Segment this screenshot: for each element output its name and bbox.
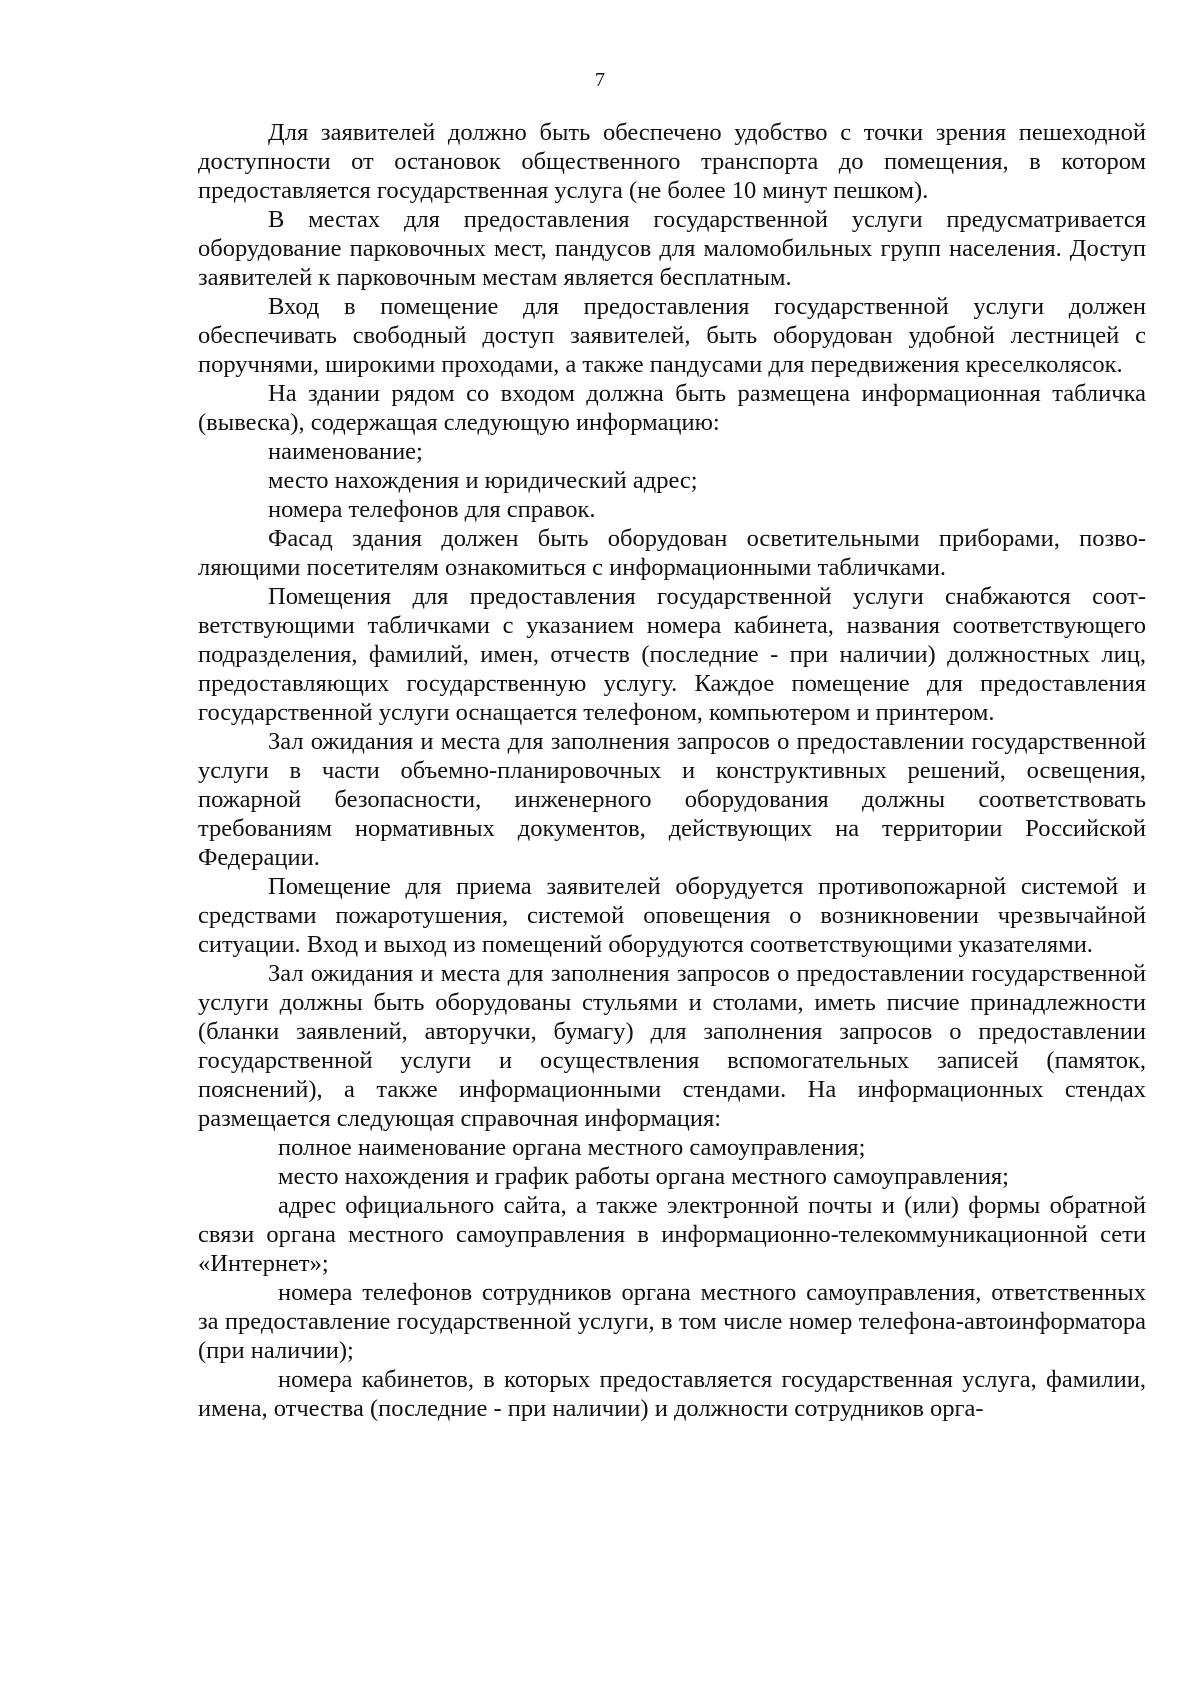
paragraph: Зал ожидания и места для заполнения запросов о предоставлении государственной услуги в части объемно-планировочных и конструктивных решений, освещения, пожарной безопасности, инженерного оборудования должны соответствовать требованиям нормативных документов, действующих на территории Российской Федерации. bbox=[198, 728, 1146, 871]
paragraph: Помещения для предоставления государственной услуги снабжаются соответствующими табличками с указанием номера кабинета, названия соответствующего подразделения, фамилий, имен, отчеств (последние - при наличии) должностных лиц, предоставляющих государственную услугу. Каждое помещение для предоставления государственной услуги оснащается телефоном, компьютером и принтером. bbox=[198, 583, 1146, 726]
list-item: номера телефонов для справок. bbox=[268, 496, 596, 523]
list-item: наименование; bbox=[268, 438, 423, 465]
paragraph: Помещение для приема заявителей оборудуется противопожарной системой и средствами пожаротушения, системой оповещения о возникновении чрезвычайной ситуации. Вход и выход из помещений оборудуются соответствующими указателями. bbox=[198, 873, 1146, 958]
paragraph: На здании рядом со входом должна быть размещена информационная табличка (вывеска), содержащая следующую информацию: bbox=[198, 380, 1146, 436]
paragraph: Фасад здания должен быть оборудован осветительными приборами, позволяющими посетителям ознакомиться с информационными табличками. bbox=[198, 525, 1146, 581]
list-item: адрес официального сайта, а также электронной почты и (или) формы обратной связи органа местного самоуправления в информационно-телекоммуникационной сети «Интернет»; bbox=[198, 1192, 1146, 1277]
document-body bbox=[198, 118, 1146, 1423]
list-item: номера кабинетов, в которых предоставляется государственная услуга, фамилии, имена, отчества (последние - при наличии) и должности сотрудников орга- bbox=[198, 1366, 1146, 1422]
list-item: номера телефонов сотрудников органа местного самоуправления, ответственных за предоставление государственной услуги, в том числе номер телефона-автоинформатора (при наличии); bbox=[198, 1279, 1146, 1364]
list-item: место нахождения и график работы органа местного самоуправления; bbox=[278, 1163, 1009, 1190]
paragraph: Для заявителей должно быть обеспечено удобство с точки зрения пешеходной доступности от остановок общественного транспорта до помещения, в котором предоставляется государственная услуга (не более 10 минут пешком). bbox=[198, 119, 1146, 204]
list-item: место нахождения и юридический адрес; bbox=[268, 467, 698, 494]
paragraph: В местах для предоставления государственной услуги предусматривается оборудование парковочных мест, пандусов для маломобильных групп населения. Доступ заявителей к парковочным местам является бесплатным. bbox=[198, 206, 1146, 291]
page-number: 7 bbox=[595, 69, 605, 91]
paragraph: Зал ожидания и места для заполнения запросов о предоставлении государственной услуги должны быть оборудованы стульями и столами, иметь писчие принадлежности (бланки заявлений, авторучки, бумагу) для заполнения запросов о предоставлении государственной услуги и осуществления вспомогательных записей (памяток, пояснений), а также информационными стендами. На информационных стендах размещается следующая справочная информация: bbox=[198, 960, 1146, 1132]
paragraph: Вход в помещение для предоставления государственной услуги должен обеспечивать свободный доступ заявителей, быть оборудован удобной лестницей с поручнями, широкими проходами, а также пандусами для передвижения креселколясок. bbox=[198, 293, 1146, 378]
list-item: полное наименование органа местного самоуправления; bbox=[278, 1134, 866, 1161]
